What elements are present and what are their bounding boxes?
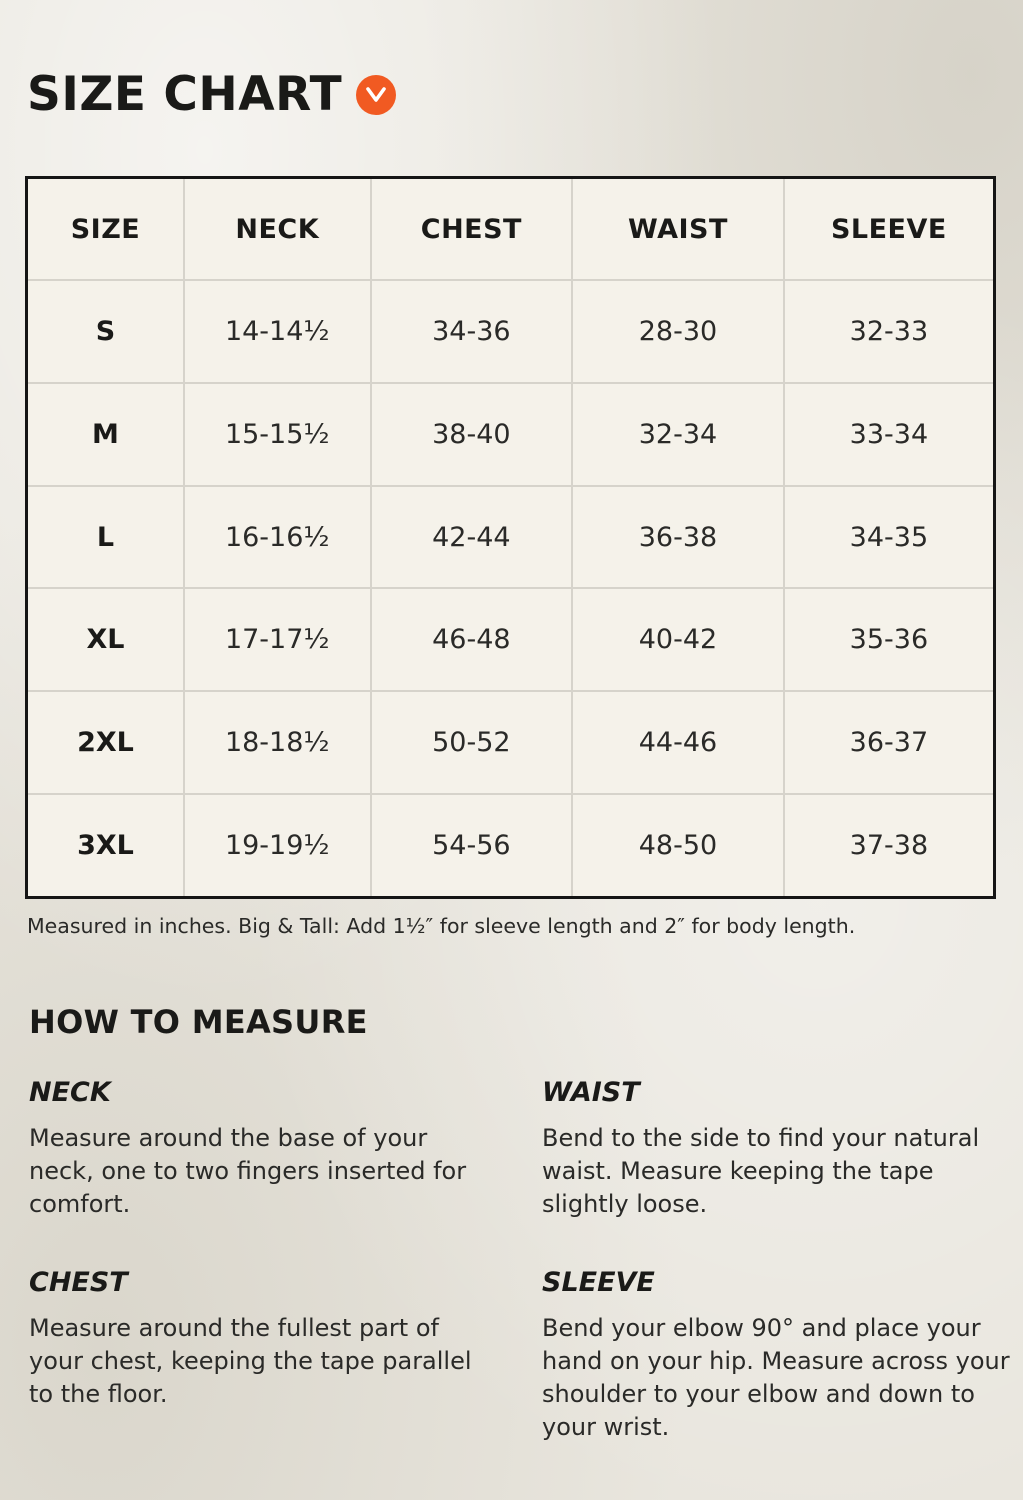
chest-heading: CHEST	[29, 1267, 128, 1298]
table-row	[27, 794, 995, 897]
sleeve-cell: 34-35	[784, 486, 995, 589]
size-cell: S	[27, 280, 184, 383]
measurement-footnote: Measured in inches. Big & Tall: Add 1½″ for sleeve length and 2″ for body length.	[27, 914, 856, 938]
table-row	[27, 588, 995, 691]
sleeve-cell: 32-33	[784, 280, 995, 383]
column-header-size: SIZE	[27, 178, 184, 281]
sleeve-cell: 35-36	[784, 588, 995, 691]
size-cell: M	[27, 383, 184, 486]
sleeve-cell: 37-38	[784, 794, 995, 897]
waist-cell: 44-46	[572, 691, 784, 794]
table-row	[27, 486, 995, 589]
chest-text: Measure around the fullest part of your chest, keeping the tape parallel to the floor.	[29, 1313, 472, 1408]
neck-instructions	[29, 1078, 489, 1221]
chest-instructions	[29, 1268, 499, 1411]
sleeve-cell: 33-34	[784, 383, 995, 486]
size-cell: L	[27, 486, 184, 589]
sleeve-cell: 36-37	[784, 691, 995, 794]
column-header-neck: NECK	[184, 178, 371, 281]
table-row	[27, 691, 995, 794]
sleeve-heading: SLEEVE	[542, 1267, 655, 1298]
size-cell: XL	[27, 588, 184, 691]
size-cell: 2XL	[27, 691, 184, 794]
chest-cell: 50-52	[371, 691, 573, 794]
table-header-row	[27, 178, 995, 281]
chest-cell: 42-44	[371, 486, 573, 589]
neck-cell: 16-16½	[184, 486, 371, 589]
column-header-chest: CHEST	[371, 178, 573, 281]
waist-heading: WAIST	[542, 1077, 640, 1108]
title-row	[27, 62, 396, 126]
page-title: SIZE CHART	[27, 66, 343, 122]
sleeve-instructions	[542, 1268, 1012, 1444]
neck-cell: 19-19½	[184, 794, 371, 897]
waist-cell: 48-50	[572, 794, 784, 897]
size-chart-table	[25, 176, 996, 899]
neck-heading: NECK	[29, 1077, 111, 1108]
neck-text: Measure around the base of your neck, one to two fingers inserted for comfort.	[29, 1123, 467, 1218]
chest-cell: 34-36	[371, 280, 573, 383]
neck-cell: 17-17½	[184, 588, 371, 691]
chest-cell: 38-40	[371, 383, 573, 486]
waist-cell: 28-30	[572, 280, 784, 383]
waist-instructions	[542, 1078, 1012, 1221]
chevron-down-icon-glyph	[365, 86, 387, 104]
waist-cell: 40-42	[572, 588, 784, 691]
waist-text: Bend to the side to find your natural waist. Measure keeping the tape slightly loose.	[542, 1123, 980, 1218]
chest-cell: 54-56	[371, 794, 573, 897]
sleeve-text: Bend your elbow 90° and place your hand on your hip. Measure across your shoulder to your elbow and down to your wrist.	[542, 1313, 1010, 1441]
chevron-down-icon[interactable]	[356, 75, 396, 115]
chest-cell: 46-48	[371, 588, 573, 691]
neck-cell: 14-14½	[184, 280, 371, 383]
column-header-waist: WAIST	[572, 178, 784, 281]
table-row	[27, 383, 995, 486]
neck-cell: 18-18½	[184, 691, 371, 794]
size-cell: 3XL	[27, 794, 184, 897]
how-to-measure-title: HOW TO MEASURE	[29, 1003, 368, 1041]
neck-cell: 15-15½	[184, 383, 371, 486]
column-header-sleeve: SLEEVE	[784, 178, 995, 281]
table-row	[27, 280, 995, 383]
waist-cell: 32-34	[572, 383, 784, 486]
waist-cell: 36-38	[572, 486, 784, 589]
